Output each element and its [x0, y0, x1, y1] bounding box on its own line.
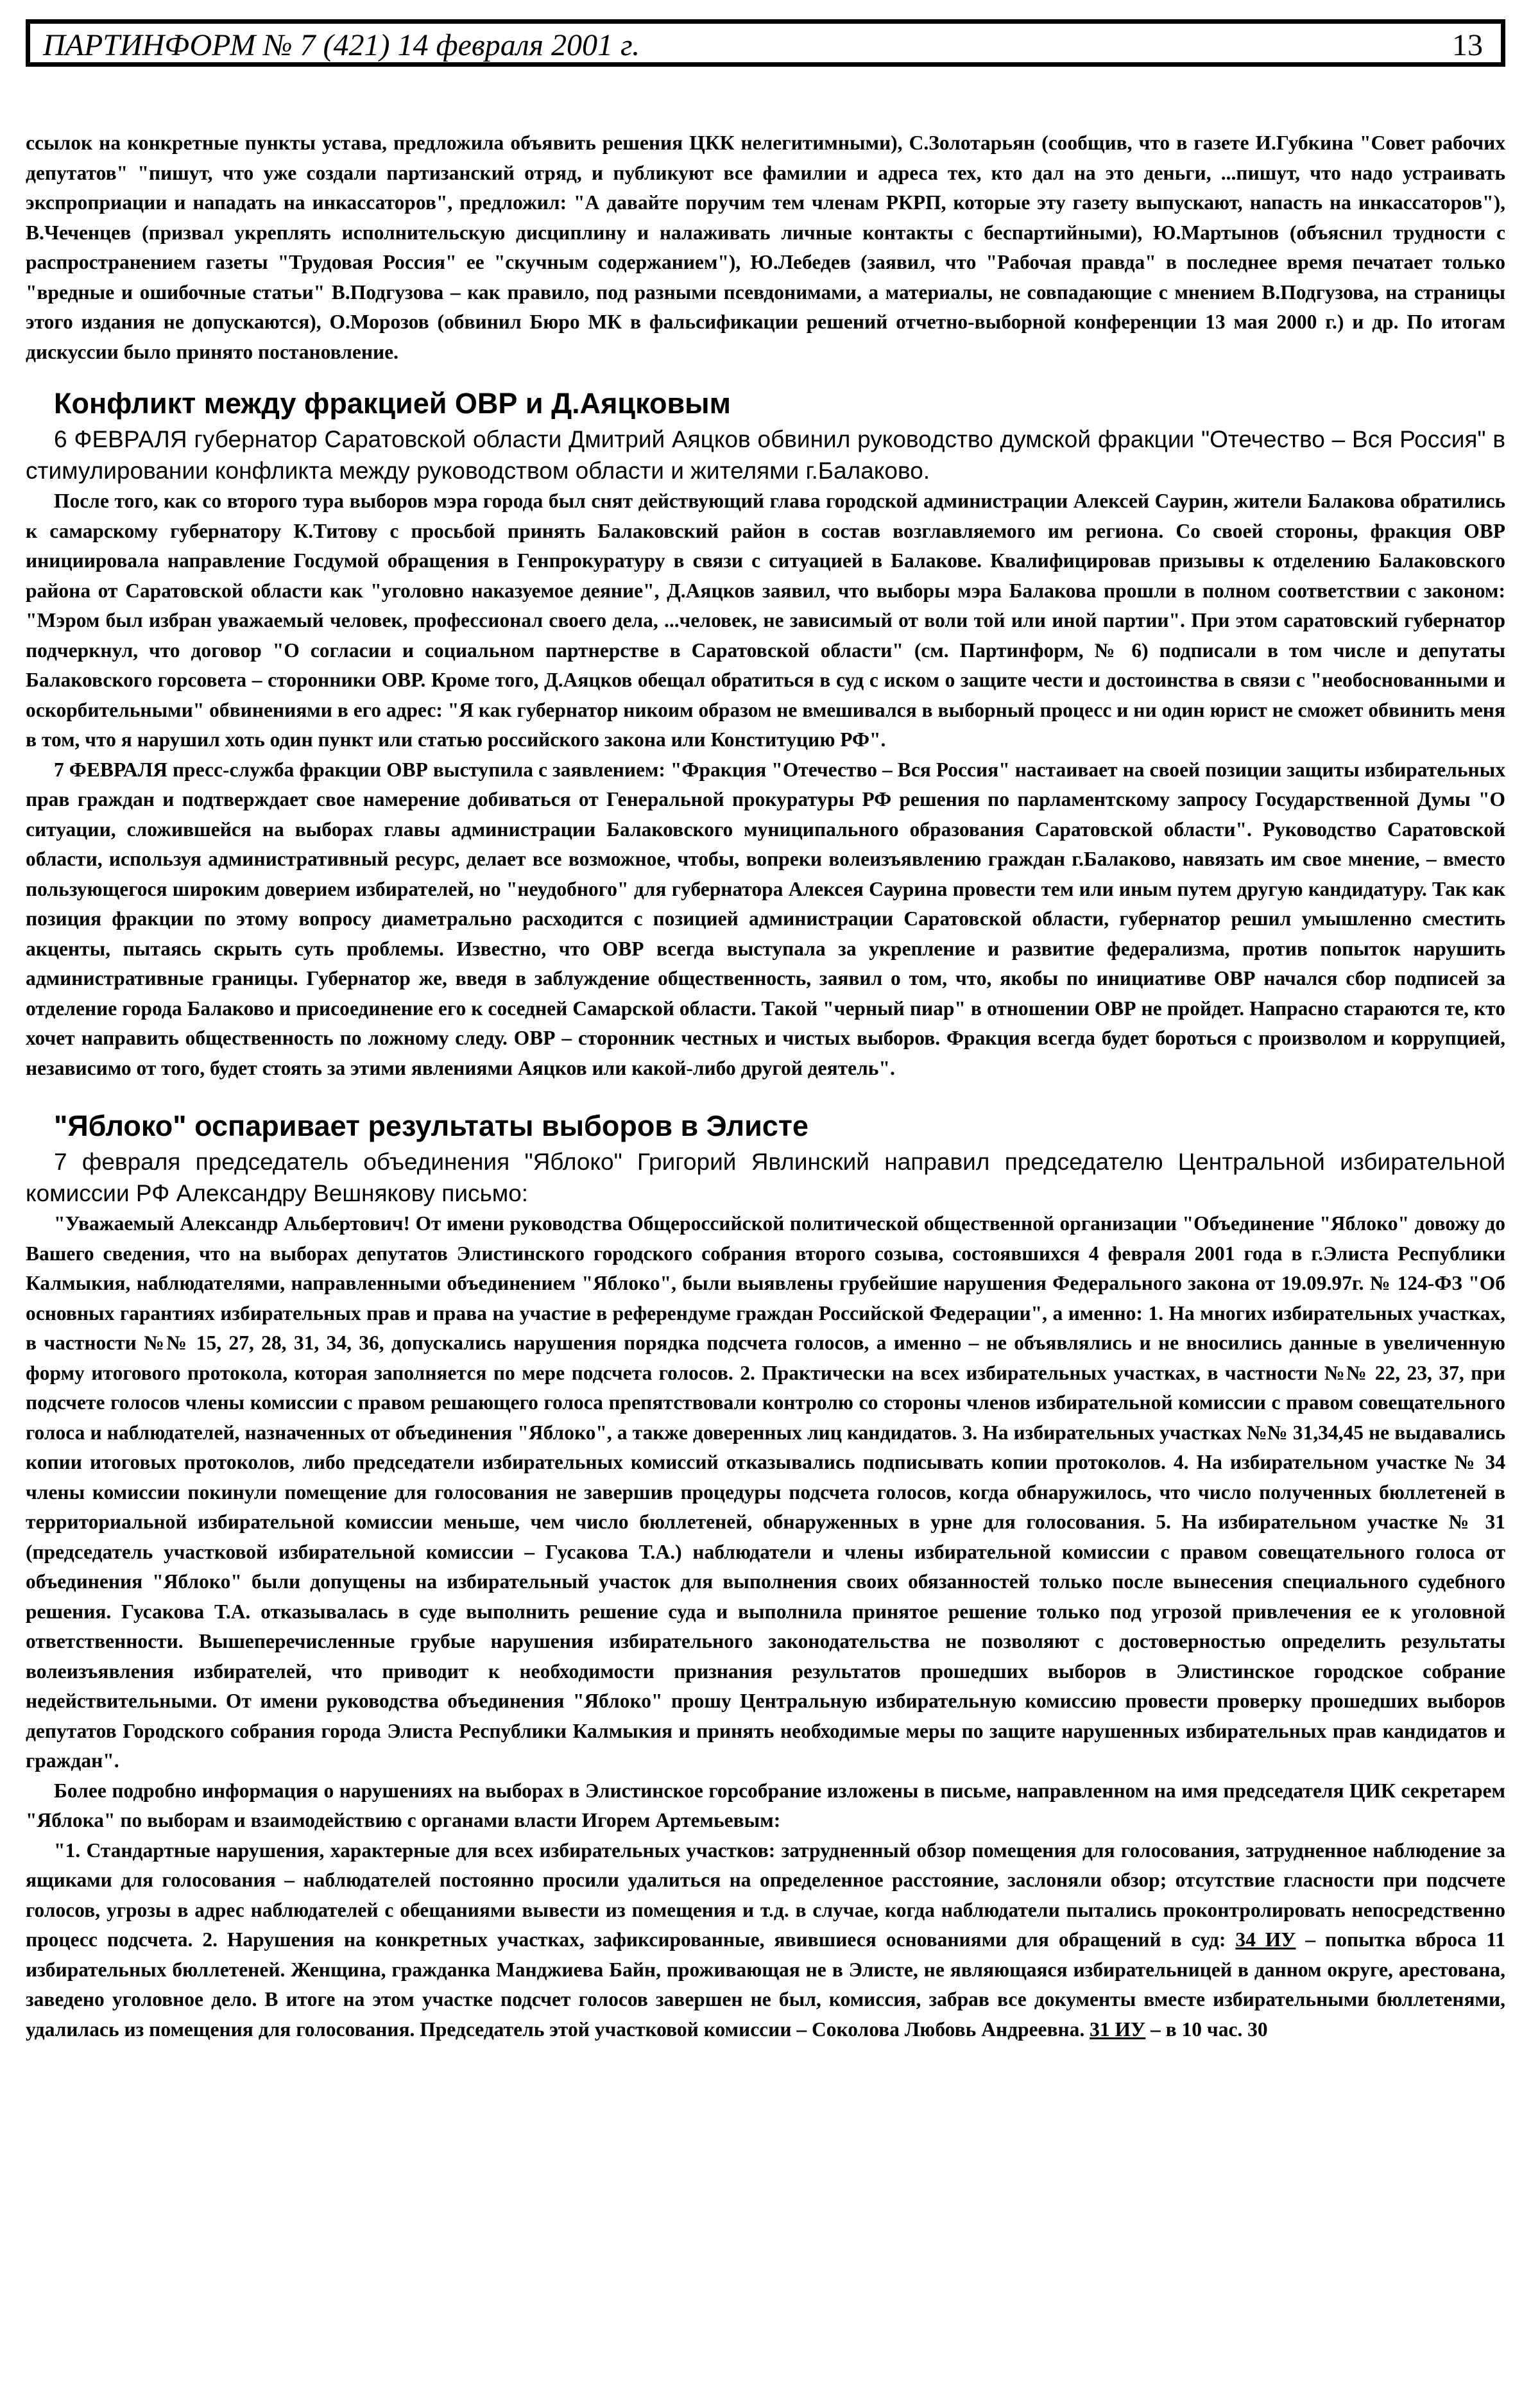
violations-text-b: – попытка вброса 11 избирательных бюллетеней. Женщина, гражданка Манджиева Байн, проживающая не в Элисте, не являющаяся избирательницей в данном округе, арестована, заведено уголовное дело. В итоге на этом участке подсчет голосов завершен не был, комиссия, забрав все документы вместе избирательными бюллетенями, удалилась из помещения для голосования. Председатель этой участковой комиссии – Соколова Любовь Андреевна. [26, 1928, 1505, 2041]
section-lead-yabloko: 7 февраля председатель объединения "Яблоко" Григорий Явлинский направил председателю Центральной избирательной комиссии РФ Александру Вешнякову письмо: [26, 1149, 1505, 1206]
paragraph-ovr-2: 7 ФЕВРАЛЯ пресс-служба фракции ОВР выступила с заявлением: "Фракция "Отечество – Вся Россия" настаивает на своей позиции защиты избирательных прав граждан и подтверждает свое намерение добиваться от Генеральной прокуратуры РФ решения по парламентскому запросу Государственной Думы "О ситуации, сложившейся на выборах главы администрации Балаковского муниципального образования Саратовской области". Руководство Саратовской области, используя административный ресурс, делает все возможное, чтобы, вопреки волеизъявлению граждан г.Балаково, навязать им свое мнение, – вместо пользующегося широким доверием избирателей, но "неудобного" для губернатора Алексея Саурина провести тем или иным путем другую кандидатуру. Так как позиция фракции по этому вопросу диаметрально расходится с позицией администрации Саратовской области, губернатор решил умышленно сместить акценты, пытаясь скрыть суть проблемы. Известно, что ОВР всегда выступала за укрепление и развитие федерализма, против попыток нарушить административные границы. Губернатор же, введя в заблуждение общественность, заявил о том, что, якобы по инициативе ОВР начался сбор подписей за отделение города Балаково и присоединение его к соседней Самарской области. Такой "черный пиар" в отношении ОВР не пройдет. Напрасно стараются те, кто хочет направить общественность по ложному следу. ОВР – сторонник честных и чистых выборов. Фракция всегда будет бороться с произволом и коррупцией, независимо от того, будет стоять за этими явлениями Аяцков или какой-либо другой деятель". [26, 758, 1505, 1079]
paragraph-yabloko-letter: "Уважаемый Александр Альбертович! От имени руководства Общероссийской политической общественной организации "Объединение "Яблоко" довожу до Вашего сведения, что на выборах депутатов Элистинского городского собрания второго созыва, состоявшихся 4 февраля 2001 года в г.Элиста Республики Калмыкия, наблюдателями, направленными объединением "Яблоко", были выявлены грубейшие нарушения Федерального закона от 19.09.97г. № 124-ФЗ "Об основных гарантиях избирательных прав и права на участие в референдуме граждан Российской Федерации", а именно: 1. На многих избирательных участках, в частности №№ 15, 27, 28, 31, 34, 36, допускались нарушения порядка подсчета голосов, а именно – не объявлялись и не вносились данные в увеличенную форму итогового протокола, которая заполняется по мере подсчета голосов. 2. Практически на всех избирательных участках, в частности №№ 22, 23, 37, при подсчете голосов члены комиссии с правом решающего голоса препятствовали контролю со стороны членов избирательной комиссии с правом совещательного голоса и наблюдателей, назначенных от объединения "Яблоко", а также доверенных лиц кандидатов. 3. На избирательных участках №№ 31,34,45 не выдавались копии итоговых протоколов, либо председатели избирательных комиссий отказывались подписывать копии протоколов. 4. На избирательном участке № 34 члены комиссии покинули помещение для голосования не завершив процедуры подсчета голосов, когда обнаружилось, что число полученных бюллетеней в территориальной избирательной комиссии меньше, чем число бюллетеней, обнаруженных в урне для голосования. 5. На избирательном участке № 31 (председатель участковой избирательной комиссии – Гусакова Т.А.) наблюдатели и члены избирательной комиссии с правом совещательного голоса от объединения "Яблоко" были допущены на избирательный участок для выполнения своих обязанностей только после вынесения специального судебного решения. Гусакова Т.А. отказывалась в суде выполнить решение суда и выполнила принятое решение только под угрозой привлечения ее к уголовной ответственности. Вышеперечисленные грубые нарушения избирательного законодательства не позволяют с достоверностью определить результаты волеизъявления избирателей, что приводит к необходимости признания результатов прошедших выборов в Элистинское городское собрание недействительными. От имени руководства объединения "Яблоко" прошу Центральную избирательную комиссию провести проверку прошедших выборов депутатов Городского собрания города Элиста Республики Калмыкия и принять необходимые меры по защите нарушенных избирательных прав кандидатов и граждан". [26, 1212, 1505, 1772]
continuation-paragraph: ссылок на конкретные пункты устава, предложила объявить решения ЦКК нелегитимными), С.Золотарьян (сообщив, что в газете И.Губкина "Совет рабочих депутатов" "пишут, что уже создали партизанский отряд, и публикуют все фамилии и адреса тех, кто дал на это деньги, ...пишут, что надо устраивать экспроприации и нападать на инкассаторов", предложил: "А давайте поручим тем членам РКРП, которые эту газету выпускают, напасть на инкассаторов"), В.Чеченцев (призвал укреплять исполнительскую дисциплину и налаживать личные контакты с беспартийными), Ю.Мартынов (объяснил трудности с распространением газеты "Трудовая Россия" ее "скучным содержанием"), Ю.Лебедев (заявил, что "Рабочая правда" в последнее время печатает только "вредные и ошибочные статьи" В.Подгузова – как правило, под разными псевдонимами, а материалы, не совпадающие с мнением В.Подгузова, на страницы этого издания не допускаются), О.Морозов (обвинил Бюро МК в фальсификации решений отчетно-выборной конференции 13 мая 2000 г.) и др. По итогам дискуссии было принято постановление. [26, 132, 1505, 363]
issue-title: ПАРТИНФОРМ № 7 (421) 14 февраля 2001 г. [43, 28, 640, 62]
paragraph-ovr-1: После того, как со второго тура выборов мэра города был снят действующий глава городской администрации Алексей Саурин, жители Балакова обратились к самарскому губернатору К.Титову с просьбой принять Балаковский район в состав возглавляемого им региона. Со своей стороны, фракция ОВР инициировала направление Госдумой обращения в Генпрокуратуру в связи с ситуацией в Балакове. Квалифицировав призывы к отделению Балаковского района от Саратовской области как "уголовно наказуемое деяние", Д.Аяцков заявил, что выборы мэра Балакова прошли в полном соответствии с законом: "Мэром был избран уважаемый человек, профессионал своего дела, ...человек, не зависимый от воли той или иной партии". При этом саратовский губернатор подчеркнул, что договор "О согласии и социальном партнерстве в Саратовской области" (см. Партинформ, № 6) подписали в том числе и депутаты Балаковского горсовета – сторонники ОВР. Кроме того, Д.Аяцков обещал обратиться в суд с иском о защите чести и достоинства в связи с "необоснованными и оскорбительными" обвинениями в его адрес: "Я как губернатор никоим образом не вмешивался в выборный процесс и ни один юрист не сможет обвинить меня в том, что я нарушил хоть один пункт или статью российского закона или Конституцию РФ". [26, 490, 1505, 751]
section-title-yabloko: "Яблоко" оспаривает результаты выборов в Элисте [54, 1110, 809, 1142]
paragraph-yabloko-violations [26, 1836, 1505, 2045]
section-lead-ovr: 6 ФЕВРАЛЯ губернатор Саратовской области Дмитрий Аяцков обвинил руководство думской фракции "Отечество – Вся Россия" в стимулировании конфликта между руководством области и жителями г.Балаково. [26, 426, 1505, 484]
violations-text-c: – в 10 час. 30 [1145, 2018, 1268, 2041]
page-number: 13 [1452, 28, 1483, 62]
article-body [26, 128, 1505, 2044]
section-title-ovr: Конфликт между фракцией ОВР и Д.Аяцковым [54, 387, 731, 420]
precinct-34-link: 34 ИУ [1235, 1928, 1296, 1951]
page-header [26, 19, 1505, 67]
violations-text-a: "1. Стандартные нарушения, характерные для всех избирательных участков: затрудненный обзор помещения для голосования, затрудненное наблюдение за ящиками для голосования – наблюдателей постоянно просили удалиться на определенное расстояние, заслоняли обзор; отсутствие гласности при подсчете голосов, угрозы в адрес наблюдателей с обещаниями вывести из помещения и т.д. в случае, когда наблюдатели пытались проконтролировать непосредственно процесс подсчета. 2. Нарушения на конкретных участках, зафиксированные, явившиеся основаниями для обращений в суд: [26, 1838, 1505, 1951]
paragraph-yabloko-details: Более подробно информация о нарушениях на выборах в Элистинское горсобрание изложены в письме, направленном на имя председателя ЦИК секретарем "Яблока" по выборам и взаимодействию с органами власти Игорем Артемьевым: [26, 1779, 1505, 1831]
precinct-31-link: 31 ИУ [1090, 2018, 1146, 2041]
